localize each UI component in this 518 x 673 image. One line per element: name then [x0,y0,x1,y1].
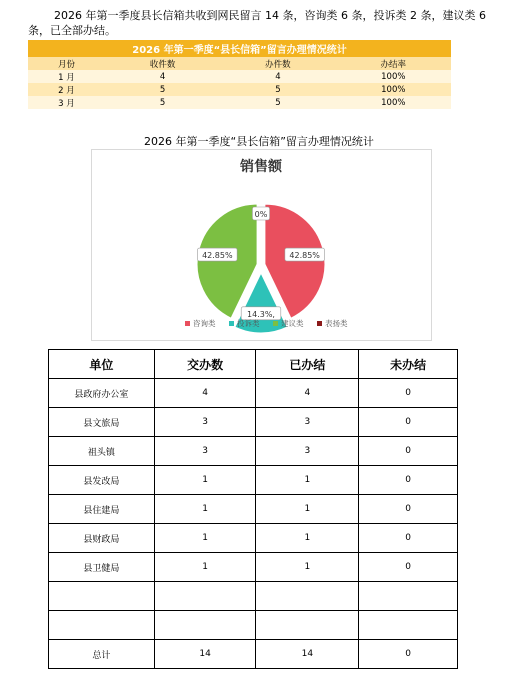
summary-cell: 3 月 [28,96,105,109]
summary-header-received: 收件数 [105,57,220,70]
unit-cell: 0 [359,553,458,582]
pie-chart-svg [92,150,431,340]
data-label-text-0: 42.85% [289,251,320,261]
pie-chart [91,149,432,341]
table-row [49,582,458,611]
data-label-2 [198,248,238,261]
summary-table [28,40,451,109]
table-row [49,408,458,437]
table-row [49,437,458,466]
unit-cell: 14 [256,640,359,669]
unit-cell: 0 [359,524,458,553]
summary-cell: 100% [336,96,451,109]
unit-cell: 4 [154,379,256,408]
summary-cell: 4 [105,70,220,83]
data-label-text-2: 42.85% [202,251,233,261]
summary-header-handled: 办件数 [220,57,335,70]
unit-cell: 1 [154,466,256,495]
table-row [49,466,458,495]
legend-item-3 [317,318,348,328]
unit-cell [49,582,155,611]
summary-cell: 5 [105,83,220,96]
table-row [49,611,458,640]
legend-swatch-1 [229,321,234,326]
unit-cell: 县住建局 [49,495,155,524]
summary-cell: 5 [220,96,335,109]
summary-table-title: 2026 年第一季度“县长信箱”留言办理情况统计 [28,40,451,57]
unit-cell: 县文旅局 [49,408,155,437]
summary-cell: 1 月 [28,70,105,83]
unit-cell: 1 [256,495,359,524]
table-row [49,553,458,582]
intro-paragraph: 2026 年第一季度县长信箱共收到网民留言 14 条，咨询类 6 条，投诉类 2 条，建议类 6 条，已全部办结。 [28,9,486,37]
unit-cell: 0 [359,379,458,408]
unit-cell: 祖头镇 [49,437,155,466]
data-label-1 [241,307,281,320]
unit-cell: 县政府办公室 [49,379,155,408]
legend-label-0: 咨询类 [193,319,216,328]
summary-cell: 5 [220,83,335,96]
table-row [49,524,458,553]
legend-item-0 [185,318,216,328]
summary-cell: 2 月 [28,83,105,96]
unit-cell: 1 [256,524,359,553]
unit-cell [359,582,458,611]
unit-header-assigned: 交办数 [154,350,256,379]
unit-cell: 1 [256,466,359,495]
unit-cell: 3 [256,437,359,466]
unit-cell: 3 [154,408,256,437]
unit-cell: 0 [359,466,458,495]
table-row [28,96,451,109]
unit-cell: 1 [256,553,359,582]
unit-cell: 县财政局 [49,524,155,553]
data-label-text-1: 14.3%, [247,309,275,319]
legend-swatch-3 [317,321,322,326]
unit-header-unit: 单位 [49,350,155,379]
unit-cell [256,611,359,640]
legend-item-1 [229,318,260,328]
unit-cell: 4 [256,379,359,408]
unit-cell: 1 [154,495,256,524]
summary-header-rate: 办结率 [336,57,451,70]
chart-caption: 2026 年第一季度“县长信箱”留言办理情况统计 [144,135,374,148]
table-row [49,379,458,408]
unit-cell: 0 [359,437,458,466]
unit-cell [256,582,359,611]
unit-cell [49,611,155,640]
chart-title: 销售额 [240,159,282,175]
unit-table [48,349,458,669]
unit-cell: 县发改局 [49,466,155,495]
data-label-3 [252,207,269,220]
legend-swatch-0 [185,321,190,326]
data-label-0 [285,248,325,261]
summary-cell: 5 [105,96,220,109]
table-row [28,83,451,96]
unit-cell: 0 [359,495,458,524]
unit-cell: 总计 [49,640,155,669]
table-row [28,70,451,83]
unit-cell: 0 [359,408,458,437]
summary-header-month: 月份 [28,57,105,70]
table-row [49,495,458,524]
unit-cell [154,582,256,611]
summary-cell: 100% [336,83,451,96]
unit-cell: 县卫健局 [49,553,155,582]
unit-cell [154,611,256,640]
legend-swatch-2 [273,321,278,326]
unit-cell: 0 [359,640,458,669]
unit-cell: 3 [256,408,359,437]
unit-header-done: 已办结 [256,350,359,379]
summary-cell: 100% [336,70,451,83]
unit-cell: 3 [154,437,256,466]
unit-cell: 14 [154,640,256,669]
data-label-text-3: 0% [254,210,268,219]
unit-cell: 1 [154,524,256,553]
table-row [49,640,458,669]
unit-cell [359,611,458,640]
summary-cell: 4 [220,70,335,83]
legend-label-3: 表扬类 [325,319,348,328]
unit-cell: 1 [154,553,256,582]
legend-label-1: 投诉类 [237,319,260,328]
unit-header-pending: 未办结 [359,350,458,379]
legend-label-2: 建议类 [281,319,304,328]
